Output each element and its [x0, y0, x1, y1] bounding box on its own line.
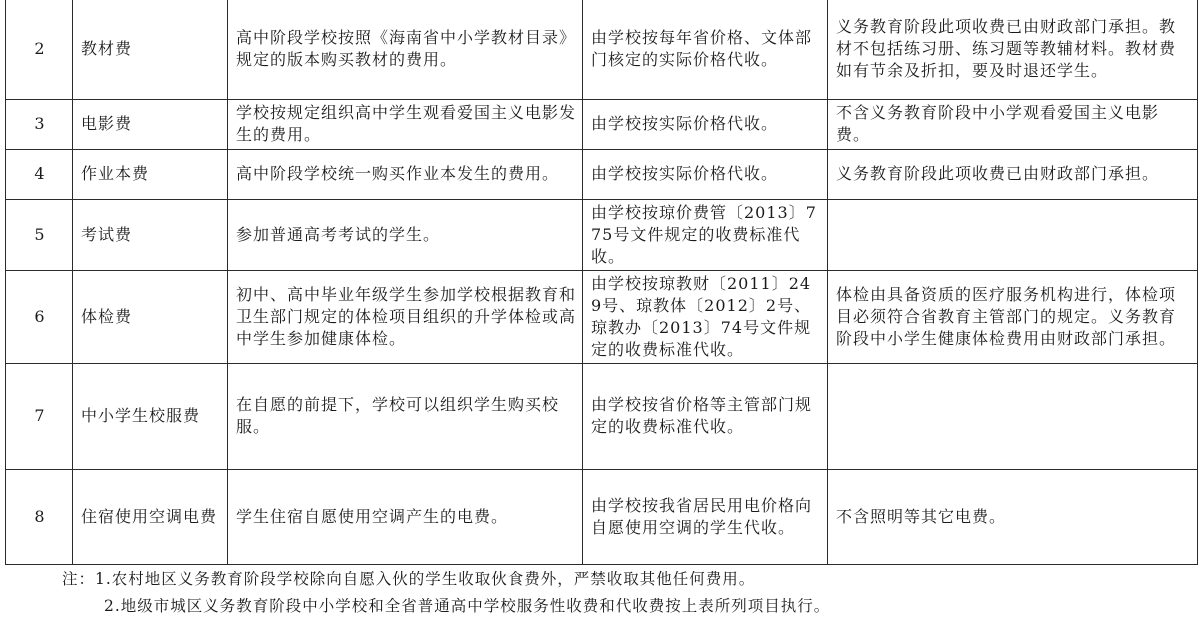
- remark: 体检由具备资质的医疗服务机构进行，体检项目必须符合省教育主管部门的规定。义务教育阶段中小学生健康体检费用由财政部门承担。: [828, 270, 1198, 363]
- remark: 义务教育阶段此项收费已由财政部门承担。: [828, 149, 1198, 199]
- collection-method: 由学校按实际价格代收。: [583, 149, 828, 199]
- fee-item: 考试费: [73, 199, 228, 270]
- row-number: 5: [6, 199, 73, 270]
- fee-scope: 参加普通高考考试的学生。: [228, 199, 583, 270]
- remark: 不含义务教育阶段中小学观看爱国主义电影费。: [828, 99, 1198, 149]
- row-number: 8: [6, 469, 73, 564]
- table-row: [6, 0, 1198, 99]
- row-number: 3: [6, 99, 73, 149]
- fee-item: 教材费: [73, 0, 228, 99]
- table-row: [6, 469, 1198, 564]
- collection-method: 由学校按每年省价格、文体部门核定的实际价格代收。: [583, 0, 828, 99]
- collection-method: 由学校按琼价费管〔2013〕775号文件规定的收费标准代收。: [583, 199, 828, 270]
- fee-scope: 学校按规定组织高中学生观看爱国主义电影发生的费用。: [228, 99, 583, 149]
- fee-scope: 在自愿的前提下，学校可以组织学生购买校服。: [228, 363, 583, 469]
- table-row: [6, 199, 1198, 270]
- footnote-2: 2.地级市城区义务教育阶段中小学校和全省普通高中学校服务性收费和代收费按上表所列项目执行。: [104, 597, 831, 615]
- collection-method: 由学校按实际价格代收。: [583, 99, 828, 149]
- fee-scope: 高中阶段学校按照《海南省中小学教材目录》规定的版本购买教材的费用。: [228, 0, 583, 99]
- collection-method: 由学校按琼教财〔2011〕249号、琼教体〔2012〕2号、琼教办〔2013〕74号文件规定的收费标准代收。: [583, 270, 828, 363]
- table-row: [6, 149, 1198, 199]
- row-number: 6: [6, 270, 73, 363]
- table-row: [6, 363, 1198, 469]
- fee-item: 电影费: [73, 99, 228, 149]
- remark: [828, 199, 1198, 270]
- row-number: 2: [6, 0, 73, 99]
- fee-scope: 高中阶段学校统一购买作业本发生的费用。: [228, 149, 583, 199]
- collection-method: 由学校按省价格等主管部门规定的收费标准代收。: [583, 363, 828, 469]
- remark: [828, 363, 1198, 469]
- table-row: [6, 99, 1198, 149]
- table-row: [6, 270, 1198, 363]
- fee-scope: 初中、高中毕业年级学生参加学校根据教育和卫生部门规定的体检项目组织的升学体检或高中学生参加健康体检。: [228, 270, 583, 363]
- row-number: 7: [6, 363, 73, 469]
- fee-item: 住宿使用空调电费: [73, 469, 228, 564]
- fee-item: 中小学生校服费: [73, 363, 228, 469]
- footnotes: [62, 566, 830, 620]
- remark: 义务教育阶段此项收费已由财政部门承担。教材不包括练习册、练习题等教辅材料。教材费如有节余及折扣，要及时退还学生。: [828, 0, 1198, 99]
- fee-item: 体检费: [73, 270, 228, 363]
- fee-scope: 学生住宿自愿使用空调产生的电费。: [228, 469, 583, 564]
- row-number: 4: [6, 149, 73, 199]
- fee-table: [5, 0, 1198, 565]
- remark: 不含照明等其它电费。: [828, 469, 1198, 564]
- collection-method: 由学校按我省居民用电价格向自愿使用空调的学生代收。: [583, 469, 828, 564]
- fee-item: 作业本费: [73, 149, 228, 199]
- footnote-1: 注：1.农村地区义务教育阶段学校除向自愿入伙的学生收取伙食费外，严禁收取其他任何费用。: [62, 570, 756, 588]
